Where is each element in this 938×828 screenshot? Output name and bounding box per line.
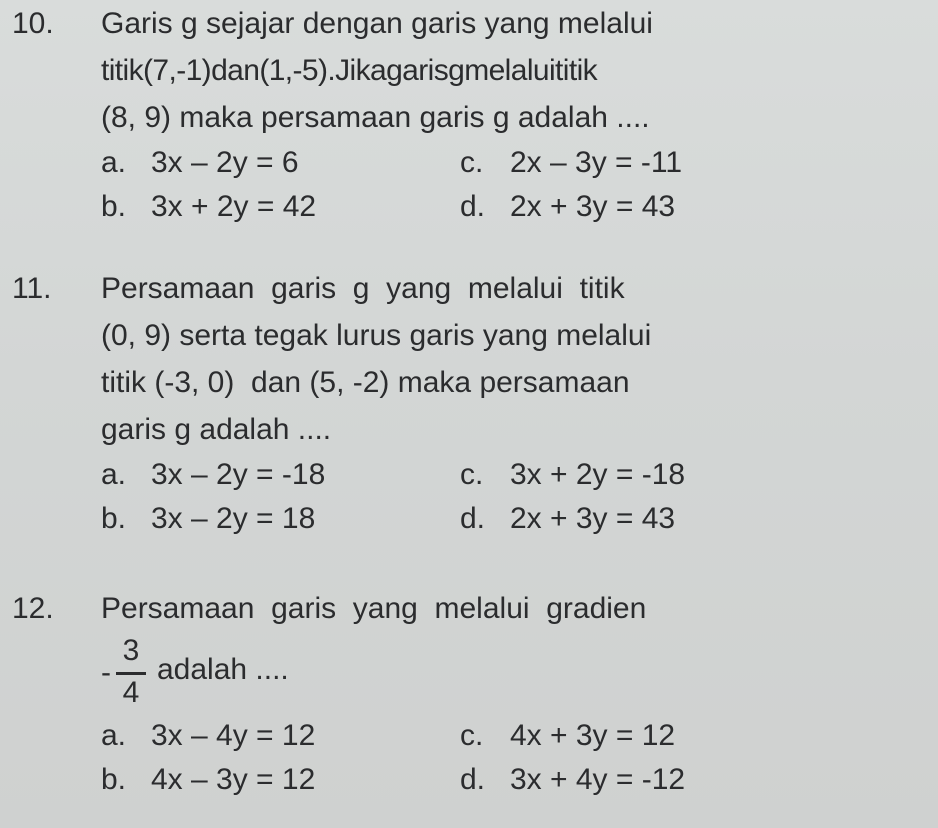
question-text: titik (-3, 0) dan (5, -2) maka persamaan [101, 366, 630, 399]
option-c[interactable] [460, 714, 675, 758]
question-11-options [12, 453, 924, 541]
option-letter: a. [101, 146, 127, 179]
question-text: Garis g sejajar dengan garis yang melalui [101, 7, 653, 40]
option-equation: 3x – 2y = 6 [151, 146, 299, 179]
question-text: (0, 9) serta tegak lurus garis yang melalui [101, 319, 652, 352]
question-text: garis g adalah .... [101, 413, 332, 446]
question-number: 12. [12, 592, 54, 625]
option-equation: 3x + 4y = -12 [510, 763, 686, 796]
option-equation: 4x + 3y = 12 [510, 719, 676, 752]
option-letter: a. [101, 458, 127, 491]
question-text: (8, 9) maka persamaan garis g adalah .... [101, 101, 650, 134]
option-equation: 4x – 3y = 12 [151, 763, 316, 796]
option-equation: 3x – 2y = 18 [151, 502, 316, 535]
question-12-options [12, 714, 924, 802]
option-letter: b. [101, 190, 127, 223]
question-12 [12, 585, 924, 802]
option-b[interactable] [101, 185, 316, 229]
option-letter: c. [460, 458, 484, 491]
fraction-denominator: 4 [122, 676, 140, 709]
option-a[interactable] [101, 714, 315, 758]
question-text: adalah .... [157, 653, 289, 686]
question-10-line-3 [12, 94, 924, 141]
question-10-line-1 [12, 0, 924, 47]
option-letter: d. [460, 190, 486, 223]
option-letter: c. [460, 719, 484, 752]
question-11 [12, 265, 924, 541]
gradient-fraction [101, 636, 151, 712]
option-a[interactable] [101, 453, 325, 497]
question-11-line-1 [12, 265, 924, 312]
question-11-line-4 [12, 406, 924, 453]
option-b[interactable] [101, 497, 315, 541]
option-letter: a. [101, 719, 127, 752]
question-number: 10. [12, 7, 54, 40]
option-letter: c. [460, 146, 484, 179]
question-10-options [12, 141, 924, 229]
option-equation: 2x + 3y = 43 [510, 502, 676, 535]
option-equation: 2x – 3y = -11 [510, 146, 683, 179]
option-equation: 3x – 4y = 12 [151, 719, 316, 752]
question-text: Persamaan garis yang melalui gradien [101, 592, 647, 625]
fraction-bar [116, 672, 146, 675]
option-c[interactable] [460, 141, 682, 185]
question-10 [12, 0, 924, 229]
question-11-line-3 [12, 359, 924, 406]
question-12-line-2 [12, 632, 924, 714]
option-a[interactable] [101, 141, 299, 185]
option-letter: d. [460, 502, 486, 535]
option-equation: 3x + 2y = -18 [510, 458, 686, 491]
fraction-sign: - [101, 656, 111, 689]
question-11-line-2 [12, 312, 924, 359]
question-10-line-2 [12, 47, 924, 94]
question-number: 11. [12, 272, 52, 305]
option-c[interactable] [460, 453, 685, 497]
option-d[interactable] [460, 497, 675, 541]
question-text: titik(7,-1)dan(1,-5).Jikagarisgmelaluititik [101, 54, 598, 87]
option-equation: 2x + 3y = 43 [510, 190, 676, 223]
fraction-numerator: 3 [122, 634, 140, 667]
option-letter: b. [101, 763, 127, 796]
option-equation: 3x + 2y = 42 [151, 190, 317, 223]
option-letter: b. [101, 502, 127, 535]
option-equation: 3x – 2y = -18 [151, 458, 326, 491]
question-12-line-1 [12, 585, 924, 632]
option-d[interactable] [460, 758, 685, 802]
option-letter: d. [460, 763, 486, 796]
question-text: Persamaan garis g yang melalui titik [101, 272, 625, 305]
option-b[interactable] [101, 758, 315, 802]
option-d[interactable] [460, 185, 675, 229]
